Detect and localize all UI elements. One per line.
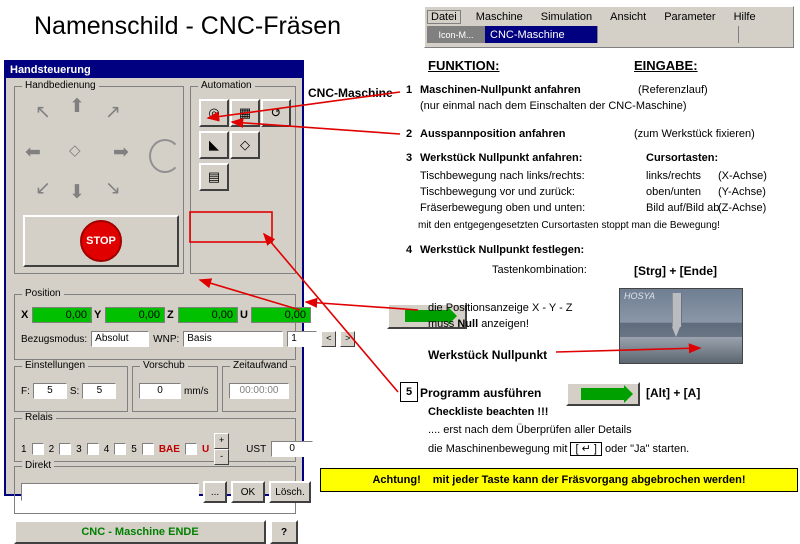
header-eingabe: EINGABE: bbox=[634, 58, 698, 73]
group-direkt bbox=[14, 460, 305, 514]
position-note-text-2c: anzeigen! bbox=[481, 318, 529, 330]
ust-label: UST bbox=[246, 443, 267, 455]
relais-label-1: 1 bbox=[21, 443, 27, 455]
step-5-note-1: .... erst nach dem Überprüfen aller Details bbox=[428, 424, 632, 436]
menu-item-ansicht[interactable]: Ansicht bbox=[610, 10, 647, 23]
zeitaufwand-row bbox=[229, 383, 289, 399]
arrow-right-icon[interactable]: ➡ bbox=[113, 142, 129, 163]
menu-item-hilfe[interactable]: Hilfe bbox=[733, 10, 756, 23]
arrow-down-left-icon[interactable]: ↙ bbox=[35, 178, 51, 199]
axis-value-y: 0,00 bbox=[105, 307, 165, 323]
axis-value-z: 0,00 bbox=[178, 307, 238, 323]
step-2-title: Ausspannposition anfahren bbox=[420, 128, 566, 140]
arrow-down-right-icon[interactable]: ↘ bbox=[105, 178, 121, 199]
help-button[interactable]: ? bbox=[270, 520, 298, 544]
step-5-sub: Checkliste beachten !!! bbox=[428, 406, 549, 418]
step-1-note: (nur einmal nach dem Einschalten der CNC-Maschine) bbox=[420, 100, 687, 112]
group-label-zeitaufwand: Zeitaufwand bbox=[230, 360, 290, 371]
step-4-input: [Strg] + [Ende] bbox=[634, 264, 717, 278]
step-3-row-2-left: Tischbewegung vor und zurück: bbox=[420, 186, 575, 198]
tool-icon: ◣ bbox=[209, 137, 219, 152]
direkt-row bbox=[21, 481, 311, 503]
arrow-up-left-icon[interactable]: ↖ bbox=[35, 102, 51, 123]
axis-label-y: Y bbox=[94, 309, 102, 321]
menu-bar bbox=[427, 9, 791, 24]
group-label-direkt: Direkt bbox=[22, 460, 54, 471]
u-spin-up[interactable]: + bbox=[214, 433, 229, 449]
wnp-spin-left[interactable]: < bbox=[321, 331, 336, 347]
position-note-line-2 bbox=[428, 318, 529, 330]
step-3-hint: mit den entgegengesetzten Cursortasten stoppt man die Bewegung! bbox=[418, 220, 720, 231]
arrow-center-icon[interactable]: ◇ bbox=[69, 142, 81, 159]
menu-item-simulation[interactable]: Simulation bbox=[540, 10, 593, 23]
group-einstellungen bbox=[14, 360, 128, 412]
step-4-sub: Tastenkombination: bbox=[492, 264, 587, 276]
axis-label-z: Z bbox=[167, 309, 174, 321]
diamond-icon: ◇ bbox=[240, 137, 250, 152]
step-3-row-1-left: Tischbewegung nach links/rechts: bbox=[420, 170, 585, 182]
machine-photo bbox=[619, 288, 743, 364]
position-sub-row bbox=[21, 331, 355, 347]
cnc-maschine-ende-button[interactable]: CNC - Maschine ENDE bbox=[14, 520, 266, 544]
wnp-spin-right[interactable]: > bbox=[340, 331, 355, 347]
step-3-row-1-mid: links/rechts bbox=[646, 170, 702, 182]
programm-ausfuehren-button-inline[interactable] bbox=[566, 382, 640, 406]
axis-value-u: 0,00 bbox=[251, 307, 311, 323]
step-2-input: (zum Werkstück fixieren) bbox=[634, 128, 755, 140]
window-titlebar: Handsteuerung bbox=[6, 62, 302, 78]
position-note-text-2b: Null bbox=[457, 318, 479, 330]
arrow-left-icon[interactable]: ⬅ bbox=[25, 142, 41, 163]
direkt-input[interactable] bbox=[21, 483, 199, 501]
relais-checkbox-4[interactable] bbox=[114, 443, 126, 455]
relais-label-2: 2 bbox=[48, 443, 55, 455]
step-5-input: [Alt] + [A] bbox=[646, 386, 701, 400]
group-label-relais: Relais bbox=[22, 412, 56, 423]
page-title: Namenschild - CNC-Fräsen bbox=[34, 12, 342, 40]
group-automation bbox=[190, 80, 296, 274]
step-3-row-3-left: Fräserbewegung oben und unten: bbox=[420, 202, 586, 214]
direction-pad[interactable] bbox=[21, 97, 177, 207]
einstellungen-row bbox=[21, 383, 116, 399]
wnp-value[interactable]: Basis bbox=[183, 331, 283, 347]
referenzlauf-button[interactable] bbox=[199, 99, 229, 127]
arrow-up-right-icon[interactable]: ↗ bbox=[105, 102, 121, 123]
step-2-number: 2 bbox=[406, 128, 413, 140]
wnp-label: WNP: bbox=[153, 333, 180, 345]
photo-drill-bit bbox=[672, 293, 682, 327]
header-funktion: FUNKTION: bbox=[428, 58, 500, 73]
group-zeitaufwand bbox=[222, 360, 296, 412]
step-3-input: Cursortasten: bbox=[646, 152, 719, 164]
menu-blank-area bbox=[597, 26, 738, 43]
bae-label: BAE bbox=[158, 443, 180, 455]
position-note-text-1: die Positionsanzeige X - Y - Z bbox=[428, 302, 573, 314]
step-3-row-1-right: (X-Achse) bbox=[718, 170, 767, 182]
step-3-title: Werkstück Nullpunkt anfahren: bbox=[420, 152, 583, 164]
step-3-row-2-mid: oben/unten bbox=[646, 186, 702, 198]
group-handbedienung bbox=[14, 80, 184, 274]
measure-icon: ▤ bbox=[207, 169, 221, 184]
bae-checkbox[interactable] bbox=[185, 443, 197, 455]
position-note-text-2a: muss bbox=[428, 318, 455, 330]
ausspannposition-button[interactable] bbox=[230, 99, 260, 127]
stop-button-label: STOP bbox=[80, 220, 122, 262]
group-label-vorschub: Vorschub bbox=[140, 360, 188, 371]
rotate-arrow-icon[interactable] bbox=[149, 139, 181, 173]
enter-key-icon: [ ↵ ] bbox=[570, 442, 601, 456]
zeitaufwand-value: 00:00:00 bbox=[229, 383, 289, 399]
ust-value[interactable]: 0 bbox=[271, 441, 313, 457]
relais-checkbox-1[interactable] bbox=[32, 443, 44, 455]
vorschub-unit: mm/s bbox=[184, 385, 209, 397]
step-5-note-2 bbox=[428, 442, 689, 455]
s-value[interactable]: 5 bbox=[82, 383, 116, 399]
axis-readouts bbox=[21, 307, 311, 323]
group-vorschub bbox=[132, 360, 218, 412]
axis-label-x: X bbox=[21, 309, 29, 321]
return-arrow-icon: ↺ bbox=[270, 105, 282, 120]
step-5-note-2a: die Maschinenbewegung mit bbox=[428, 443, 568, 455]
warning-bar bbox=[320, 468, 798, 492]
step-5-title: Programm ausführen bbox=[420, 386, 542, 400]
cnc-menu-window bbox=[424, 6, 794, 48]
u-label: U bbox=[201, 443, 210, 455]
vorschub-row bbox=[139, 383, 208, 399]
icon-minimized-window[interactable]: Icon-M... bbox=[427, 26, 485, 43]
crosshair-target-icon: ◎ bbox=[208, 105, 220, 120]
group-label-position: Position bbox=[22, 288, 64, 299]
step-1-number: 1 bbox=[406, 84, 413, 96]
handsteuerung-window bbox=[4, 60, 351, 538]
axis-label-u: U bbox=[240, 309, 248, 321]
step-3-row-3-mid: Bild auf/Bild ab bbox=[646, 202, 720, 214]
step-5-note-2c: oder "Ja" starten. bbox=[605, 443, 690, 455]
zero-point-button[interactable] bbox=[230, 131, 260, 159]
step-3-row-2-right: (Y-Achse) bbox=[718, 186, 766, 198]
relais-checkbox-2[interactable] bbox=[59, 443, 71, 455]
menu-item-maschine[interactable]: Maschine bbox=[475, 10, 523, 23]
arrow-up-icon[interactable]: ⬆ bbox=[69, 96, 85, 117]
wnp-index[interactable]: 1 bbox=[287, 331, 317, 347]
group-position bbox=[14, 288, 351, 360]
photo-drill-tip bbox=[672, 327, 680, 337]
relais-checkbox-5[interactable] bbox=[142, 443, 154, 455]
workpiece-clamp-icon: ▦ bbox=[238, 105, 252, 120]
cnc-maschine-label: CNC-Maschine bbox=[308, 86, 393, 100]
axis-value-x: 0,00 bbox=[32, 307, 92, 323]
measure-button[interactable] bbox=[199, 163, 229, 191]
group-label-einstellungen: Einstellungen bbox=[22, 360, 88, 371]
f-label: F: bbox=[21, 385, 30, 397]
tool-down-button[interactable] bbox=[199, 131, 229, 159]
photo-workpiece bbox=[620, 337, 742, 363]
tab-cnc-maschine[interactable]: CNC-Maschine bbox=[485, 26, 597, 43]
menu-item-datei[interactable]: Datei bbox=[427, 10, 461, 24]
group-relais bbox=[14, 412, 296, 462]
s-label: S: bbox=[69, 385, 80, 397]
warning-text: mit jeder Taste kann der Fräsvorgang abgebrochen werden! bbox=[432, 474, 746, 486]
werkstueck-nullpunkt-label: Werkstück Nullpunkt bbox=[428, 348, 548, 362]
group-label-automation: Automation bbox=[198, 80, 255, 91]
group-label-handbedienung: Handbedienung bbox=[22, 80, 99, 91]
step-1-title: Maschinen-Nullpunkt anfahren bbox=[420, 84, 581, 96]
warning-bold: Achtung! bbox=[372, 474, 421, 486]
bezugsmodus-value[interactable]: Absolut bbox=[91, 331, 149, 347]
photo-logo: HOSYA bbox=[624, 291, 656, 301]
step-3-row-3-right: (Z-Achse) bbox=[718, 202, 767, 214]
park-position-button[interactable] bbox=[261, 99, 291, 127]
relais-label-5: 5 bbox=[131, 443, 137, 455]
direkt-loesch-button[interactable]: Lösch. bbox=[269, 481, 311, 503]
step-4-number: 4 bbox=[406, 244, 413, 256]
menu-item-parameter[interactable]: Parameter bbox=[664, 10, 716, 23]
menu-blank-area-2 bbox=[738, 26, 791, 43]
step-1-input: (Referenzlauf) bbox=[638, 84, 708, 96]
u-spin-down[interactable]: - bbox=[214, 449, 229, 465]
stop-button[interactable] bbox=[23, 215, 179, 267]
f-value[interactable]: 5 bbox=[33, 383, 67, 399]
relais-row bbox=[21, 433, 313, 465]
direkt-browse-button[interactable]: ... bbox=[203, 481, 227, 503]
step-4-title: Werkstück Nullpunkt festlegen: bbox=[420, 244, 585, 256]
relais-checkbox-3[interactable] bbox=[87, 443, 99, 455]
vorschub-value[interactable]: 0 bbox=[139, 383, 181, 399]
menu-second-row bbox=[427, 26, 791, 43]
step-3-number: 3 bbox=[406, 152, 413, 164]
green-arrow-icon-2 bbox=[581, 388, 625, 400]
direkt-ok-button[interactable]: OK bbox=[231, 481, 265, 503]
step-5-number: 5 bbox=[400, 382, 418, 402]
arrow-down-icon[interactable]: ⬇ bbox=[69, 182, 85, 203]
bezugsmodus-label: Bezugsmodus: bbox=[21, 333, 88, 345]
position-note-line-1 bbox=[428, 302, 573, 314]
relais-label-3: 3 bbox=[76, 443, 82, 455]
relais-label-4: 4 bbox=[103, 443, 110, 455]
